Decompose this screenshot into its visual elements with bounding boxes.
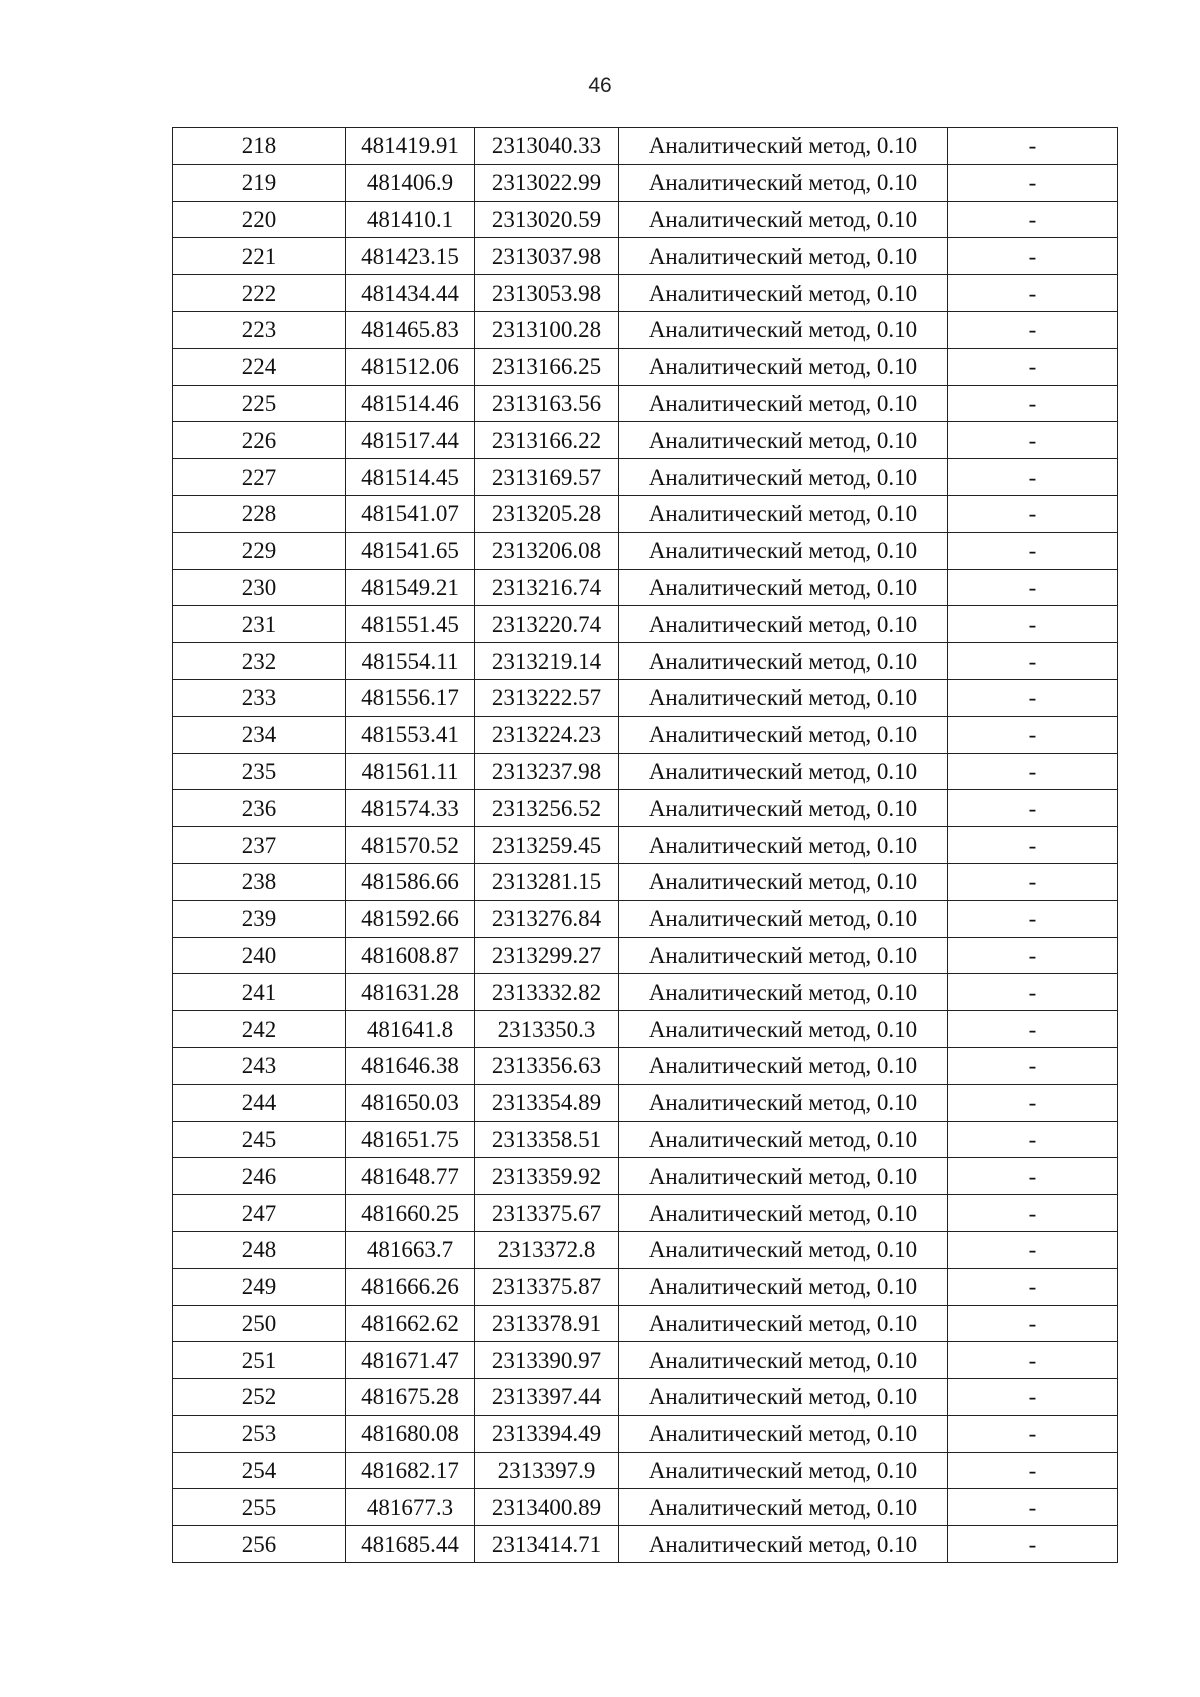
method-cell: Аналитический метод, 0.10 [619,1415,948,1452]
method-cell: Аналитический метод, 0.10 [619,974,948,1011]
note-cell: - [948,643,1118,680]
y-coordinate-cell: 2313299.27 [475,937,619,974]
x-coordinate-cell: 481406.9 [346,164,475,201]
point-number-cell: 241 [173,974,346,1011]
x-coordinate-cell: 481465.83 [346,311,475,348]
x-coordinate-cell: 481517.44 [346,422,475,459]
table-row [173,275,1118,312]
note-cell: - [948,1231,1118,1268]
point-number-cell: 223 [173,311,346,348]
note-cell: - [948,1305,1118,1342]
table-row [173,937,1118,974]
y-coordinate-cell: 2313222.57 [475,679,619,716]
table-row [173,1121,1118,1158]
note-cell: - [948,974,1118,1011]
y-coordinate-cell: 2313375.67 [475,1195,619,1232]
point-number-cell: 224 [173,348,346,385]
note-cell: - [948,1047,1118,1084]
table-row [173,1195,1118,1232]
x-coordinate-cell: 481514.45 [346,459,475,496]
x-coordinate-cell: 481608.87 [346,937,475,974]
table-row [173,385,1118,422]
method-cell: Аналитический метод, 0.10 [619,532,948,569]
method-cell: Аналитический метод, 0.10 [619,1379,948,1416]
point-number-cell: 253 [173,1415,346,1452]
note-cell: - [948,1121,1118,1158]
method-cell: Аналитический метод, 0.10 [619,1158,948,1195]
note-cell: - [948,937,1118,974]
y-coordinate-cell: 2313354.89 [475,1084,619,1121]
page-number: 46 [588,74,612,97]
method-cell: Аналитический метод, 0.10 [619,1489,948,1526]
note-cell: - [948,238,1118,275]
point-number-cell: 242 [173,1011,346,1048]
method-cell: Аналитический метод, 0.10 [619,1084,948,1121]
y-coordinate-cell: 2313350.3 [475,1011,619,1048]
y-coordinate-cell: 2313100.28 [475,311,619,348]
table-row [173,900,1118,937]
table-row [173,1415,1118,1452]
note-cell: - [948,1011,1118,1048]
note-cell: - [948,900,1118,937]
x-coordinate-cell: 481514.46 [346,385,475,422]
table-row [173,1231,1118,1268]
table-row [173,1011,1118,1048]
y-coordinate-cell: 2313216.74 [475,569,619,606]
note-cell: - [948,827,1118,864]
note-cell: - [948,422,1118,459]
x-coordinate-cell: 481434.44 [346,275,475,312]
y-coordinate-cell: 2313358.51 [475,1121,619,1158]
table-row [173,422,1118,459]
table-row [173,643,1118,680]
note-cell: - [948,1415,1118,1452]
note-cell: - [948,716,1118,753]
x-coordinate-cell: 481685.44 [346,1526,475,1563]
y-coordinate-cell: 2313378.91 [475,1305,619,1342]
method-cell: Аналитический метод, 0.10 [619,1047,948,1084]
point-number-cell: 255 [173,1489,346,1526]
method-cell: Аналитический метод, 0.10 [619,1305,948,1342]
point-number-cell: 219 [173,164,346,201]
note-cell: - [948,679,1118,716]
x-coordinate-cell: 481651.75 [346,1121,475,1158]
y-coordinate-cell: 2313166.22 [475,422,619,459]
y-coordinate-cell: 2313037.98 [475,238,619,275]
note-cell: - [948,1158,1118,1195]
y-coordinate-cell: 2313020.59 [475,201,619,238]
table-row [173,1158,1118,1195]
y-coordinate-cell: 2313053.98 [475,275,619,312]
point-number-cell: 225 [173,385,346,422]
note-cell: - [948,569,1118,606]
table-row [173,679,1118,716]
coordinates-table [172,127,1118,1563]
y-coordinate-cell: 2313220.74 [475,606,619,643]
note-cell: - [948,201,1118,238]
note-cell: - [948,1379,1118,1416]
x-coordinate-cell: 481551.45 [346,606,475,643]
point-number-cell: 218 [173,128,346,165]
y-coordinate-cell: 2313206.08 [475,532,619,569]
x-coordinate-cell: 481677.3 [346,1489,475,1526]
table-row [173,1084,1118,1121]
table-row [173,863,1118,900]
table-row [173,1489,1118,1526]
point-number-cell: 233 [173,679,346,716]
y-coordinate-cell: 2313259.45 [475,827,619,864]
point-number-cell: 252 [173,1379,346,1416]
note-cell: - [948,164,1118,201]
method-cell: Аналитический метод, 0.10 [619,128,948,165]
x-coordinate-cell: 481549.21 [346,569,475,606]
point-number-cell: 226 [173,422,346,459]
x-coordinate-cell: 481570.52 [346,827,475,864]
table-row [173,1268,1118,1305]
x-coordinate-cell: 481675.28 [346,1379,475,1416]
y-coordinate-cell: 2313237.98 [475,753,619,790]
method-cell: Аналитический метод, 0.10 [619,863,948,900]
method-cell: Аналитический метод, 0.10 [619,716,948,753]
x-coordinate-cell: 481586.66 [346,863,475,900]
y-coordinate-cell: 2313397.9 [475,1452,619,1489]
method-cell: Аналитический метод, 0.10 [619,1011,948,1048]
x-coordinate-cell: 481680.08 [346,1415,475,1452]
y-coordinate-cell: 2313356.63 [475,1047,619,1084]
point-number-cell: 229 [173,532,346,569]
y-coordinate-cell: 2313040.33 [475,128,619,165]
x-coordinate-cell: 481641.8 [346,1011,475,1048]
y-coordinate-cell: 2313375.87 [475,1268,619,1305]
method-cell: Аналитический метод, 0.10 [619,348,948,385]
note-cell: - [948,275,1118,312]
y-coordinate-cell: 2313394.49 [475,1415,619,1452]
table-row [173,532,1118,569]
y-coordinate-cell: 2313414.71 [475,1526,619,1563]
table-row [173,716,1118,753]
point-number-cell: 228 [173,495,346,532]
note-cell: - [948,790,1118,827]
x-coordinate-cell: 481662.62 [346,1305,475,1342]
table-row [173,201,1118,238]
x-coordinate-cell: 481648.77 [346,1158,475,1195]
y-coordinate-cell: 2313332.82 [475,974,619,1011]
note-cell: - [948,606,1118,643]
table-row [173,238,1118,275]
table-row [173,495,1118,532]
y-coordinate-cell: 2313256.52 [475,790,619,827]
point-number-cell: 236 [173,790,346,827]
note-cell: - [948,1268,1118,1305]
x-coordinate-cell: 481631.28 [346,974,475,1011]
method-cell: Аналитический метод, 0.10 [619,937,948,974]
method-cell: Аналитический метод, 0.10 [619,679,948,716]
point-number-cell: 231 [173,606,346,643]
method-cell: Аналитический метод, 0.10 [619,164,948,201]
method-cell: Аналитический метод, 0.10 [619,385,948,422]
x-coordinate-cell: 481660.25 [346,1195,475,1232]
x-coordinate-cell: 481419.91 [346,128,475,165]
method-cell: Аналитический метод, 0.10 [619,790,948,827]
method-cell: Аналитический метод, 0.10 [619,1452,948,1489]
x-coordinate-cell: 481592.66 [346,900,475,937]
method-cell: Аналитический метод, 0.10 [619,1526,948,1563]
point-number-cell: 243 [173,1047,346,1084]
table-row [173,1452,1118,1489]
method-cell: Аналитический метод, 0.10 [619,459,948,496]
x-coordinate-cell: 481554.11 [346,643,475,680]
x-coordinate-cell: 481553.41 [346,716,475,753]
x-coordinate-cell: 481423.15 [346,238,475,275]
x-coordinate-cell: 481671.47 [346,1342,475,1379]
x-coordinate-cell: 481561.11 [346,753,475,790]
note-cell: - [948,385,1118,422]
point-number-cell: 221 [173,238,346,275]
note-cell: - [948,1526,1118,1563]
note-cell: - [948,1452,1118,1489]
point-number-cell: 232 [173,643,346,680]
table-row [173,1305,1118,1342]
note-cell: - [948,1489,1118,1526]
point-number-cell: 247 [173,1195,346,1232]
table-row [173,569,1118,606]
table-row [173,1526,1118,1563]
table-row [173,753,1118,790]
note-cell: - [948,348,1118,385]
y-coordinate-cell: 2313205.28 [475,495,619,532]
note-cell: - [948,532,1118,569]
method-cell: Аналитический метод, 0.10 [619,495,948,532]
method-cell: Аналитический метод, 0.10 [619,569,948,606]
point-number-cell: 248 [173,1231,346,1268]
method-cell: Аналитический метод, 0.10 [619,753,948,790]
method-cell: Аналитический метод, 0.10 [619,827,948,864]
table-row [173,1379,1118,1416]
point-number-cell: 237 [173,827,346,864]
method-cell: Аналитический метод, 0.10 [619,238,948,275]
y-coordinate-cell: 2313359.92 [475,1158,619,1195]
note-cell: - [948,863,1118,900]
point-number-cell: 238 [173,863,346,900]
y-coordinate-cell: 2313166.25 [475,348,619,385]
x-coordinate-cell: 481541.07 [346,495,475,532]
note-cell: - [948,1084,1118,1121]
table-row [173,974,1118,1011]
point-number-cell: 250 [173,1305,346,1342]
method-cell: Аналитический метод, 0.10 [619,1121,948,1158]
x-coordinate-cell: 481663.7 [346,1231,475,1268]
y-coordinate-cell: 2313397.44 [475,1379,619,1416]
coordinates-table-body [173,128,1118,1563]
point-number-cell: 234 [173,716,346,753]
x-coordinate-cell: 481512.06 [346,348,475,385]
point-number-cell: 235 [173,753,346,790]
method-cell: Аналитический метод, 0.10 [619,606,948,643]
y-coordinate-cell: 2313022.99 [475,164,619,201]
note-cell: - [948,495,1118,532]
note-cell: - [948,311,1118,348]
point-number-cell: 244 [173,1084,346,1121]
method-cell: Аналитический метод, 0.10 [619,422,948,459]
table-row [173,459,1118,496]
x-coordinate-cell: 481650.03 [346,1084,475,1121]
y-coordinate-cell: 2313224.23 [475,716,619,753]
y-coordinate-cell: 2313163.56 [475,385,619,422]
note-cell: - [948,128,1118,165]
y-coordinate-cell: 2313372.8 [475,1231,619,1268]
x-coordinate-cell: 481666.26 [346,1268,475,1305]
y-coordinate-cell: 2313169.57 [475,459,619,496]
x-coordinate-cell: 481556.17 [346,679,475,716]
table-row [173,790,1118,827]
point-number-cell: 251 [173,1342,346,1379]
x-coordinate-cell: 481682.17 [346,1452,475,1489]
x-coordinate-cell: 481541.65 [346,532,475,569]
y-coordinate-cell: 2313276.84 [475,900,619,937]
method-cell: Аналитический метод, 0.10 [619,900,948,937]
y-coordinate-cell: 2313400.89 [475,1489,619,1526]
point-number-cell: 249 [173,1268,346,1305]
method-cell: Аналитический метод, 0.10 [619,311,948,348]
point-number-cell: 245 [173,1121,346,1158]
method-cell: Аналитический метод, 0.10 [619,275,948,312]
point-number-cell: 220 [173,201,346,238]
point-number-cell: 239 [173,900,346,937]
point-number-cell: 256 [173,1526,346,1563]
table-row [173,128,1118,165]
x-coordinate-cell: 481574.33 [346,790,475,827]
table-row [173,311,1118,348]
x-coordinate-cell: 481410.1 [346,201,475,238]
point-number-cell: 230 [173,569,346,606]
note-cell: - [948,753,1118,790]
method-cell: Аналитический метод, 0.10 [619,1231,948,1268]
y-coordinate-cell: 2313219.14 [475,643,619,680]
table-row [173,1047,1118,1084]
method-cell: Аналитический метод, 0.10 [619,1268,948,1305]
method-cell: Аналитический метод, 0.10 [619,1195,948,1232]
point-number-cell: 222 [173,275,346,312]
y-coordinate-cell: 2313390.97 [475,1342,619,1379]
table-row [173,1342,1118,1379]
point-number-cell: 240 [173,937,346,974]
method-cell: Аналитический метод, 0.10 [619,201,948,238]
note-cell: - [948,459,1118,496]
x-coordinate-cell: 481646.38 [346,1047,475,1084]
y-coordinate-cell: 2313281.15 [475,863,619,900]
table-row [173,606,1118,643]
method-cell: Аналитический метод, 0.10 [619,1342,948,1379]
point-number-cell: 227 [173,459,346,496]
table-row [173,827,1118,864]
note-cell: - [948,1195,1118,1232]
table-row [173,164,1118,201]
table-row [173,348,1118,385]
method-cell: Аналитический метод, 0.10 [619,643,948,680]
point-number-cell: 254 [173,1452,346,1489]
point-number-cell: 246 [173,1158,346,1195]
note-cell: - [948,1342,1118,1379]
